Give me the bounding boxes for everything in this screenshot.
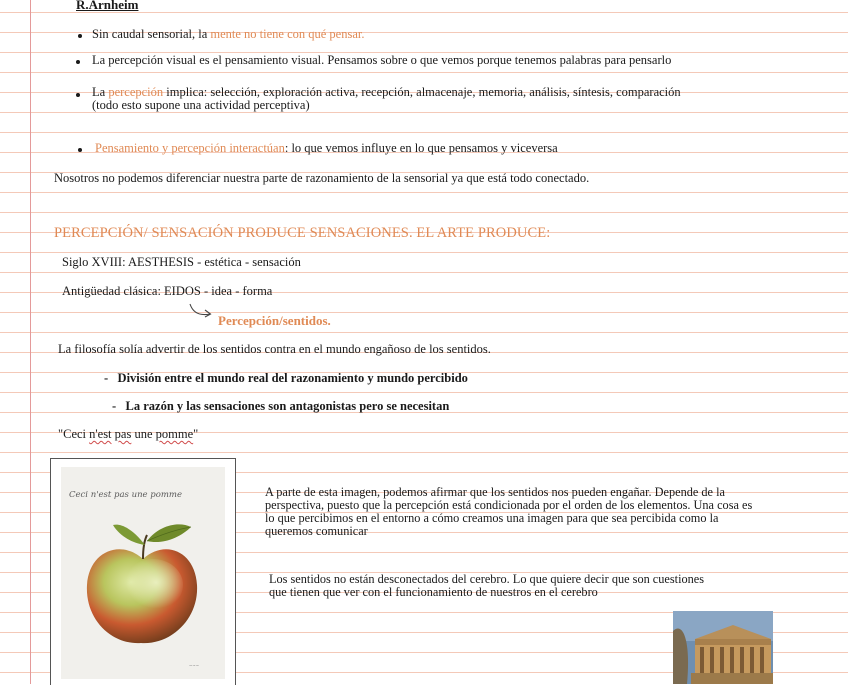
dash-item-1: - División entre el mundo real del razonamiento y mundo percibido bbox=[104, 371, 468, 385]
conclusion-text: Nosotros no podemos diferenciar nuestra parte de razonamiento de la sensorial ya que está todo conectado. bbox=[54, 171, 590, 185]
bullet-3-post: implica: selección, exploración activa, recepción, almacenaje, memoria, análisis, síntesis, comparación bbox=[163, 85, 681, 99]
bullet-dot bbox=[76, 60, 80, 64]
paragraph-2-line: que tienen que ver con el funcionamiento de nuestros en el cerebro bbox=[269, 585, 598, 599]
ceci-quote bbox=[58, 427, 198, 442]
page-margin-line bbox=[30, 0, 31, 684]
dash-item-2-text: La razón y las sensaciones son antagonistas pero se necesitan bbox=[125, 399, 450, 413]
paragraph-2-line: Los sentidos no están desconectados del cerebro. Lo que quiere decir que son cuestiones bbox=[269, 572, 705, 586]
paragraph-1 bbox=[265, 486, 752, 538]
painting-print bbox=[61, 467, 225, 679]
antiguedad-line: Antigüedad clásica: EIDOS - idea - forma bbox=[62, 284, 273, 298]
bullet-item-3 bbox=[92, 86, 681, 112]
bullet-item-1 bbox=[92, 27, 365, 42]
bullet-3-pre: La bbox=[92, 85, 109, 99]
paragraph-2 bbox=[269, 573, 704, 599]
bullet-item-4 bbox=[95, 141, 558, 156]
painting-caption: Ceci n'est pas une pomme bbox=[69, 490, 182, 500]
paragraph-1-line: A parte de esta imagen, podemos afirmar que los sentidos nos pueden engañar. Depende de la bbox=[265, 485, 725, 499]
curved-arrow-icon bbox=[188, 302, 214, 322]
dash-item-1-text: División entre el mundo real del razonamiento y mundo percibido bbox=[117, 371, 468, 385]
arrow-target-text: Percepción/sentidos. bbox=[218, 313, 331, 328]
filosofia-text: La filosofía solía advertir de los sentidos contra en el mundo engañoso de los sentidos. bbox=[58, 342, 491, 356]
paragraph-1-line: perspectiva, puesto que la percepción está condicionada por el orden de los elementos. Una cosa es bbox=[265, 498, 753, 512]
ceci-part: une bbox=[131, 427, 156, 441]
ceci-part: "Ceci bbox=[58, 427, 90, 441]
ceci-part: " bbox=[193, 427, 199, 441]
temple-photo bbox=[673, 611, 773, 684]
section-heading: PERCEPCIÓN/ SENSACIÓN PRODUCE SENSACIONES. EL ARTE PRODUCE: bbox=[54, 225, 551, 241]
bullet-1-text: Sin caudal sensorial, la bbox=[92, 27, 211, 41]
ceci-word-misspelled: pomme bbox=[155, 427, 194, 441]
apple-illustration bbox=[61, 467, 225, 679]
dash-item-2: - La razón y las sensaciones son antagonistas pero se necesitan bbox=[112, 399, 450, 413]
bullet-4-highlight: Pensamiento y percepción interactúan bbox=[95, 141, 285, 155]
bullet-4-post: : lo que vemos influye en lo que pensamos y viceversa bbox=[284, 141, 558, 155]
siglo-line: Siglo XVIII: AESTHESIS - estética - sensación bbox=[62, 255, 301, 269]
bullet-1-highlight: mente no tiene con qué pensar. bbox=[210, 27, 365, 41]
paragraph-1-line: lo que percibimos en el entorno a cómo creamos una imagen para que sea percibida como la bbox=[265, 511, 719, 525]
bullet-3-highlight: percepción bbox=[108, 85, 164, 99]
paragraph-1-line: queremos comunicar bbox=[265, 524, 368, 538]
painting-frame bbox=[50, 458, 236, 685]
ceci-word-misspelled: pas bbox=[114, 427, 132, 441]
author-heading: R.Arnheim bbox=[76, 0, 139, 12]
bullet-item-2: La percepción visual es el pensamiento visual. Pensamos sobre o que vemos porque tenemos palabras para pensarlo bbox=[92, 53, 672, 67]
ceci-word-misspelled: n'est bbox=[89, 427, 112, 441]
signature-mark: ~~~ bbox=[189, 663, 200, 668]
bullet-dot bbox=[78, 148, 82, 152]
bullet-dot bbox=[78, 34, 82, 38]
bullet-dot bbox=[76, 93, 80, 97]
bullet-3-line2: (todo esto supone una actividad perceptiva) bbox=[92, 98, 310, 112]
